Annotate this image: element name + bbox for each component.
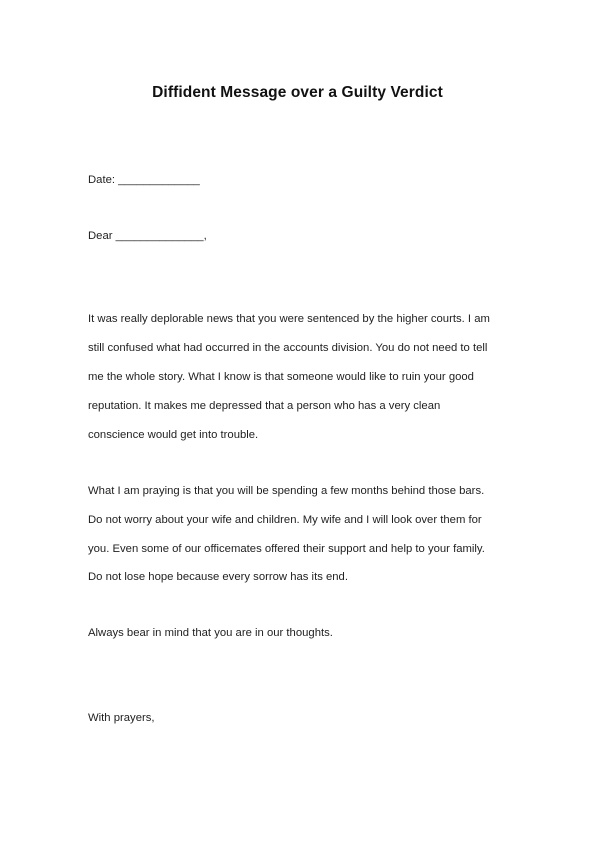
salutation: Dear ______________,	[88, 230, 207, 242]
date-line: Date: _____________	[88, 174, 200, 186]
paragraph2-line: What I am praying is that you will be spending a few months behind those bars.	[88, 485, 485, 497]
paragraph1-line: still confused what had occurred in the accounts division. You do not need to tell	[88, 342, 488, 354]
paragraph1-line: reputation. It makes me depressed that a person who has a very clean	[88, 400, 441, 412]
paragraph3: Always bear in mind that you are in our thoughts.	[88, 627, 333, 639]
page-title: Diffident Message over a Guilty Verdict	[152, 84, 443, 101]
paragraph2-line: Do not worry about your wife and children. My wife and I will look over them for	[88, 514, 482, 526]
paragraph2-line: you. Even some of our officemates offered their support and help to your family.	[88, 543, 485, 555]
paragraph1-line: It was really deplorable news that you were sentenced by the higher courts. I am	[88, 313, 490, 325]
paragraph1-line: conscience would get into trouble.	[88, 429, 259, 441]
paragraph2-line: Do not lose hope because every sorrow has its end.	[88, 571, 348, 583]
closing: With prayers,	[88, 712, 155, 724]
paragraph1-line: me the whole story. What I know is that someone would like to ruin your good	[88, 371, 474, 383]
